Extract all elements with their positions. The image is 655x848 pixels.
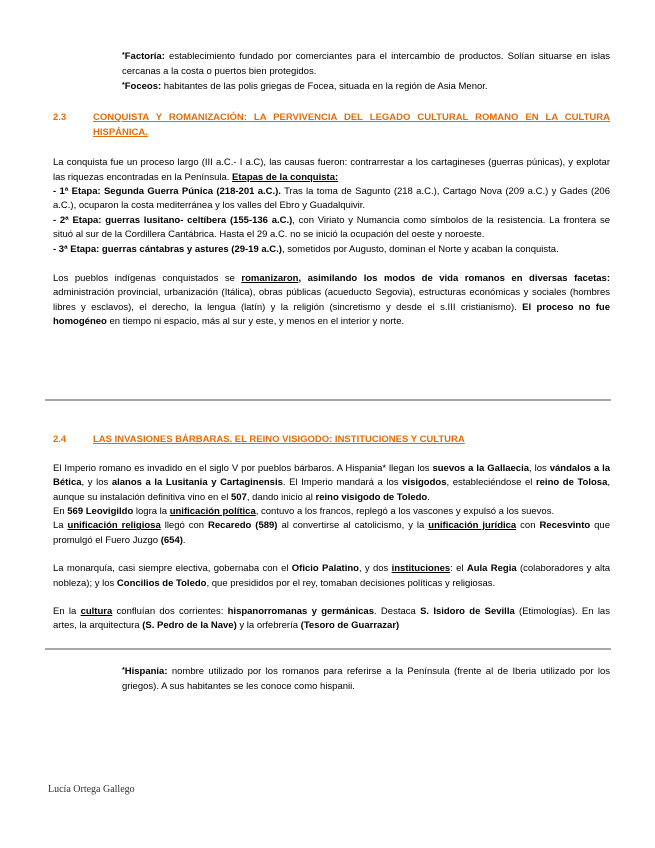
bold-run: Concilios de Toledo: [116, 577, 207, 589]
footnote-marker: *: [122, 81, 125, 89]
stage-text: Tras la toma de Sagunto (218 a.C.), Cartago Nova (209 a.C.) y Gades (206 a.C.), ocuparon la costa mediterránea y los valles del Ebro y Guadalquivir.: [53, 186, 610, 212]
invasions-block: [53, 462, 610, 548]
text-run: , los: [529, 462, 550, 474]
bold-run: El proceso no fue homogéneo: [53, 301, 610, 328]
text-run: Los pueblos indígenas conquistados se: [53, 273, 242, 285]
section-2-3-heading: [53, 110, 610, 140]
text-run: En: [53, 505, 68, 517]
footnote-factoria: [122, 50, 610, 80]
bold-run: (Tesoro de Guarrazar): [300, 620, 400, 632]
text-run: , contuvo a los francos, replegó a los vascones y expulsó a los suevos.: [255, 505, 555, 517]
footnote-term: Foceos:: [124, 80, 162, 92]
bold-run: 507: [230, 491, 247, 503]
stage-2: [53, 214, 610, 243]
footnote-term: Hispania:: [124, 665, 168, 677]
invasions-paragraph: [53, 462, 610, 505]
bold-run: (S. Pedro de la Nave): [142, 620, 237, 632]
text-run: , dando inicio al: [246, 491, 316, 503]
key-term: romanizaron: [241, 273, 299, 285]
section-divider: [45, 399, 611, 401]
text-run: , que presididos por el rey, tomaban decisiones políticas y religiosas.: [206, 577, 496, 589]
bold-run: hispanorromanas y germánicas: [227, 605, 374, 617]
bold-run: Recesvinto: [539, 520, 591, 532]
text-run: La: [53, 520, 68, 532]
culture-paragraph: [53, 605, 610, 634]
text-run: que promulgó el Fuero Juzgo: [53, 520, 610, 546]
footnote-text: nombre utilizado por los romanos para referirse a la Península (frente al de Iberia utilizado por los griegos). A sus habitantes se les conoce como hispanii.: [122, 665, 610, 693]
stage-title: - 3ª Etapa: guerras cántabras y astures (29-19 a.C.): [53, 243, 282, 255]
key-term: cultura: [80, 605, 113, 617]
text-run: : el: [450, 563, 467, 575]
bold-run: Oficio Palatino: [291, 563, 359, 575]
romanization-paragraph: [53, 272, 610, 330]
stage-title: - 2ª Etapa: guerras lusitano- celtíbera (155-136 a.C.): [53, 214, 293, 226]
text-run: La monarquía, casi siempre electiva, gobernaba con el: [53, 563, 292, 575]
text-run: con: [516, 520, 540, 532]
monarchy-paragraph: [53, 562, 610, 591]
bold-run: S. Isidoro de Sevilla: [420, 605, 515, 617]
bold-run: (654): [160, 534, 183, 546]
footnote-text: establecimiento fundado por comerciantes para el intercambio de productos. Solían situarse en islas cercanas a la costa o puertos bien protegidos.: [122, 51, 610, 78]
text-run: y la orfebrería: [236, 620, 301, 632]
text-run: logra la: [133, 505, 170, 517]
bold-run: alanos a la Lusitania y Cartaginensis: [111, 477, 283, 489]
bold-run: visigodos: [402, 477, 447, 489]
text-run: En la: [53, 605, 81, 617]
bold-run: suevos a la Gallaecia: [432, 462, 530, 474]
footnote-hispania: [122, 665, 610, 695]
page-footer-author: Lucía Ortega Gallego: [48, 784, 135, 795]
text-run: administración provincial, urbanización (Itálica), obras públicas (acueducto Segovia), estructuras económicas y sociales (hombres libres y esclavos), el derecho, la lengua (latín) y la religión (sincretismo y desde el s.III cristianismo).: [53, 287, 610, 313]
bold-run: Aula Regia: [466, 563, 517, 575]
text-run: al convertirse al catolicismo, y la: [277, 520, 429, 532]
text-run: confluían dos corrientes:: [112, 605, 228, 617]
bold-run: reino visigodo de Toledo: [315, 491, 428, 503]
key-term: unificación jurídica: [428, 520, 517, 532]
bold-run: Recaredo (589): [208, 520, 278, 532]
text-run: .: [427, 491, 430, 503]
bold-run: 569 Leovigildo: [67, 505, 134, 517]
footnote-divider: [45, 648, 611, 650]
footnote-text: habitantes de las polis griegas de Focea, situada en la región de Asia Menor.: [161, 80, 488, 92]
stage-title: - 1ª Etapa: Segunda Guerra Púnica (218-201 a.C.).: [53, 186, 281, 198]
bold-run: , asimilando los modos de vida romanos en diversas facetas:: [298, 273, 611, 285]
top-footnotes: [53, 50, 610, 95]
page-content: [53, 50, 610, 695]
bold-run: vándalos a la Bética: [53, 462, 611, 489]
text-run: llegó con: [160, 520, 209, 532]
political-unification-line: [53, 505, 610, 519]
footnote-marker: *: [122, 666, 125, 674]
text-run: , y los: [81, 477, 112, 489]
bold-run: reino de Tolosa: [535, 477, 608, 489]
text-run: , y dos: [358, 563, 392, 575]
stage-3: [53, 243, 610, 257]
section-title: LAS INVASIONES BÁRBARAS. EL REINO VISIGODO: INSTITUCIONES Y CULTURA: [93, 433, 465, 445]
text-run: La conquista fue un proceso largo (III a.C.- I a.C), las causas fueron: contrarrestar a los cartagineses (guerras púnicas), y explotar las riquezas encontradas en la Península.: [53, 157, 610, 183]
stage-text: , con Viriato y Numancia como símbolos de la resistencia. La frontera se situó al sur de la Cordillera Cantábrica. Hasta el 29 a.C. no se inició la ocupación del oeste y noroeste.: [53, 214, 610, 241]
key-term: unificación política: [169, 505, 256, 517]
text-run: , estableciéndose el: [446, 477, 536, 489]
text-run: . El Imperio mandará a los: [282, 477, 403, 489]
footnote-term: Factoría:: [124, 51, 165, 62]
section-number: 2.4: [53, 433, 67, 445]
key-term: instituciones: [391, 563, 451, 575]
text-run: . Destaca: [374, 605, 421, 617]
conquest-intro: [53, 156, 610, 185]
text-run: El Imperio romano es invadido en el siglo V por pueblos bárbaros. A Hispania* llegan los: [53, 462, 433, 474]
stages-label: Etapas de la conquista:: [232, 171, 339, 183]
key-term: unificación religiosa: [67, 520, 161, 532]
footnote-marker: *: [122, 52, 125, 59]
footnote-foceos: [122, 80, 610, 95]
section-number: 2.3: [53, 112, 67, 124]
religious-juridical-unification: [53, 519, 610, 548]
text-run: .: [182, 534, 186, 546]
text-run: (colaboradores y alta nobleza); y los: [53, 563, 611, 589]
bottom-footnotes: [53, 665, 610, 695]
section-2-4-heading: [53, 432, 610, 447]
stage-text: , sometidos por Augusto, dominan el Norte y acaban la conquista.: [281, 243, 559, 255]
section-title: CONQUISTA Y ROMANIZACIÓN: LA PERVIVENCIA DEL LEGADO CULTURAL ROMANO EN LA CULTURA HISPÁNICA.: [93, 112, 610, 139]
stage-1: [53, 185, 610, 214]
text-run: en tiempo ni espacio, más al sur y este, y menos en el interior y norte.: [106, 316, 405, 328]
conquest-block: [53, 156, 610, 257]
text-run: , aunque su instalación definitiva vino en el: [53, 477, 610, 503]
text-run: (Etimologías). En las artes, la arquitectura: [53, 605, 610, 632]
